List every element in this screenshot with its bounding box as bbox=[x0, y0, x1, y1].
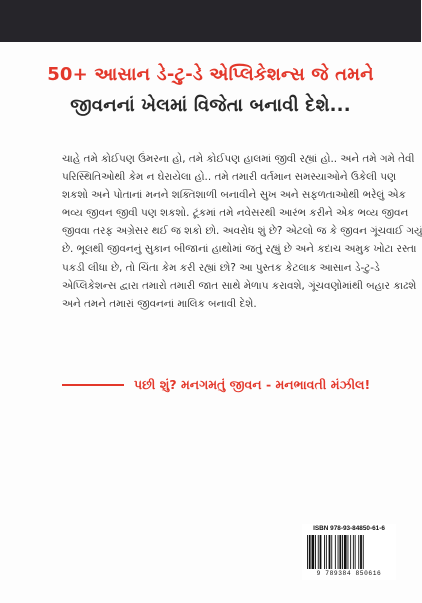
blurb-line-1: ચાહે તમે કોઈપણ ઉંમરના હો, તમે કોઈપણ હાલમાં જીવી રહ્યાં હો.. અને તમે ગમે તેવી bbox=[62, 153, 415, 165]
barcode-bar bbox=[315, 535, 316, 569]
barcode-bar bbox=[320, 535, 322, 569]
tagline bbox=[62, 373, 392, 397]
blurb-line-6: છે. ભૂલથી જીવનનું સુકાન બીજાનાં હાથોમાં જતું રહ્યું છે અને કદાચ અમુક ખોટા રસ્તા bbox=[62, 243, 417, 256]
barcode-bars bbox=[305, 535, 393, 569]
barcode-bar bbox=[318, 535, 319, 569]
blurb-line-5: જીવવા તરફ અગ્રેસર થઈ જ શકો છો. અવરોધ શું છે? એટલો જ કે જીવન ગૂંચવાઈ ગયું bbox=[62, 225, 422, 238]
barcode-bar bbox=[353, 535, 354, 569]
barcode-bar bbox=[342, 535, 343, 569]
blurb-line-9: અને તમને તમારાં જીવનનાં માલિક બનાવી દેશે. bbox=[62, 297, 257, 310]
barcode-bar bbox=[312, 535, 315, 569]
blurb-line-2: પરિસ્થિતિઓથી કેમ ન ઘેરાયેલા હો.. તમે તમારી વર્તમાન સમસ્યાઓને ઉકેલી પણ bbox=[62, 171, 397, 184]
blurb-line-4: ભવ્ય જીવન જીવી પણ શકશો. ટૂંકમાં તમે નવેસરથી આરંભ કરીને એક ભવ્ય જીવન bbox=[62, 207, 409, 220]
barcode-bar bbox=[326, 535, 327, 569]
blurb-paragraph bbox=[62, 150, 422, 313]
isbn-barcode bbox=[302, 524, 396, 580]
barcode-bar bbox=[338, 535, 339, 569]
barcode-bar bbox=[363, 535, 364, 569]
blurb-line-7: પકડી લીધા છે, તો ચિંતા કેમ કરી રહ્યાં છો? આ પુસ્તક કેટલાક આસાન ડે-ટુ-ડે bbox=[62, 261, 380, 274]
blurb-line-3: શકશો અને પોતાનાં મનને શક્તિશાળી બનાવીને સુખ અને સફળતાઓથી ભરેલું એક bbox=[62, 189, 406, 202]
barcode-bar bbox=[344, 535, 347, 569]
barcode-digits: 9 789384 850616 bbox=[316, 570, 382, 577]
blurb-line-8: એપ્લિકેશન્સ દ્વારા તમારો તમારી જાત સાથે મેળાપ કરાવશે, ગૂંચવણોમાંથી બહાર કાઢશે bbox=[62, 279, 417, 292]
barcode-bar bbox=[339, 535, 341, 569]
barcode-bar bbox=[360, 535, 362, 569]
isbn-label: ISBN 978-93-84850-61-6 bbox=[313, 525, 385, 532]
headline-secondary: જીવનનાં ખેલમાં વિજેતા બનાવી દેશે... bbox=[70, 95, 351, 116]
barcode-bar bbox=[324, 535, 325, 569]
barcode-bar bbox=[358, 535, 359, 569]
barcode-bar bbox=[355, 535, 356, 569]
headline-primary: 50+ આસાન ડે-ટુ-ડે એપ્લિકેશન્સ જે તમને bbox=[47, 64, 374, 85]
tagline-rule bbox=[62, 384, 124, 386]
barcode-bar bbox=[348, 535, 349, 569]
barcode-bar bbox=[335, 535, 336, 569]
barcode-bar bbox=[350, 535, 351, 569]
barcode-bar bbox=[309, 535, 311, 569]
barcode-bar bbox=[329, 535, 331, 569]
top-color-band bbox=[0, 0, 421, 42]
barcode-bar bbox=[331, 535, 332, 569]
tagline-text: પછી શું? મનગમતું જીવન - મનભાવતી મંઝીલ! bbox=[134, 377, 371, 392]
barcode-bar bbox=[307, 535, 308, 569]
